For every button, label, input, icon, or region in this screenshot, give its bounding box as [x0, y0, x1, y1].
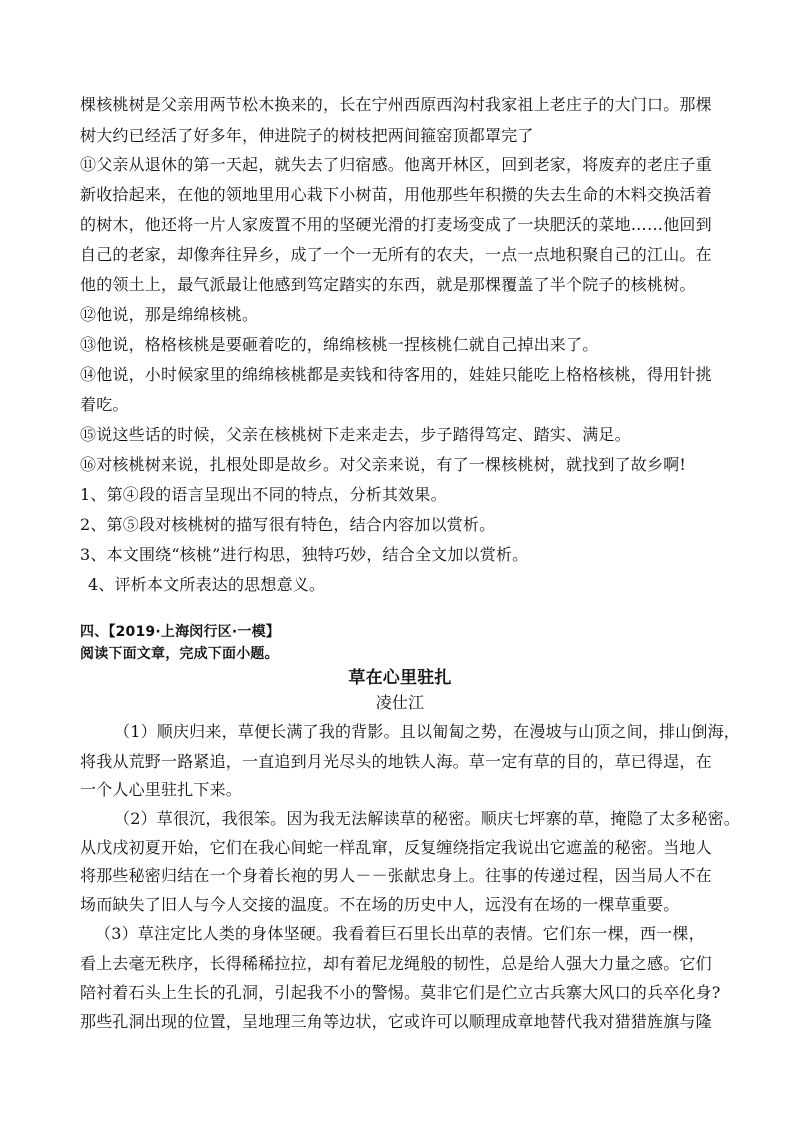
section-instruction: 阅读下面文章，完成下面小题。	[80, 646, 279, 662]
article-line: 那些孔洞出现的位置，呈地理三角等边状，它或许可以顺理成章地替代我对猎猎旌旗与隆	[80, 1012, 712, 1031]
article-author: 凌仕江	[375, 693, 425, 712]
article-line: 一个人心里驻扎下来。	[80, 780, 243, 799]
passage-line: 自己的老家，却像奔往异乡，成了一个一无所有的农夫，一点一点地积聚自己的江山。在	[80, 245, 712, 264]
question-item: 3、本文围绕“核桃”进行构思，独特巧妙，结合全文加以赏析。	[80, 545, 529, 564]
article-line: 看上去毫无秩序，长得稀稀拉拉，却有着尼龙绳般的韧性，总是给人强大力量之感。它们	[80, 954, 712, 973]
passage-line: ⑭他说，小时候家里的绵绵核桃都是卖钱和待客用的，娃娃只能吃上格格核桃，得用针挑	[80, 365, 712, 384]
passage-line: 的树木，他还将一片人家废置不用的坚硬光滑的打麦场变成了一块肥沃的菜地……他回到	[80, 215, 712, 234]
passage-line: 棵核桃树是父亲用两节松木换来的，长在宁州西原西沟村我家祖上老庄子的大门口。那棵	[80, 95, 712, 114]
article-title: 草在心里驻扎	[348, 668, 452, 688]
passage-line: ⑯对核桃树来说，扎根处即是故乡。对父亲来说，有了一棵核桃树，就找到了故乡啊!	[80, 455, 687, 474]
article-line: 场而缺失了旧人与今人交接的温度。不在场的历史中人，远没有在场的一棵草重要。	[80, 895, 680, 914]
question-item: 1、第④段的语言呈现出不同的特点，分析其效果。	[80, 485, 447, 504]
article-line: （2）草很沉，我很笨。因为我无法解读草的秘密。顺庆七坪寨的草，掩隐了太多秘密。	[114, 809, 740, 828]
passage-line: 树大约已经活了好多年，伸进院子的树枝把两间箍窑顶都罩完了	[80, 126, 534, 145]
question-item: 4、评析本文所表达的思想意义。	[88, 575, 326, 594]
passage-line: 新收拾起来，在他的领地里用心栽下小树苗，用他那些年积攒的失去生命的木料交换活着	[80, 185, 712, 204]
passage-line: 着吃。	[80, 395, 129, 414]
section-heading: 四、【2019·上海闵行区·一模】	[80, 624, 281, 640]
passage-line: ⑮说这些话的时候，父亲在核桃树下走来走去，步子踏得笃定、踏实、满足。	[80, 425, 631, 444]
article-line: 陪衬着石头上生长的孔洞，引起我不小的警惕。莫非它们是伫立古兵寨大风口的兵卒化身?	[80, 983, 721, 1002]
article-line: 从戊戌初夏开始，它们在我心间蛇一样乱窜，反复缠绕指定我说出它遮盖的秘密。当地人	[80, 838, 712, 857]
article-line: （1）顺庆归来，草便长满了我的背影。且以匍匐之势，在漫坡与山顶之间，排山倒海，	[114, 722, 740, 741]
passage-line: 他的领土上，最气派最让他感到笃定踏实的东西，就是那棵覆盖了半个院子的核桃树。	[80, 275, 696, 294]
passage-line: ⑪父亲从退休的第一天起，就失去了归宿感。他离开林区，回到老家，将废弃的老庄子重	[80, 155, 712, 174]
article-line: 将那些秘密归结在一个身着长袍的男人－－张献忠身上。往事的传递过程，因当局人不在	[80, 866, 712, 885]
article-line: 将我从荒野一路紧追，一直追到月光尽头的地铁人海。草一定有草的目的，草已得逞，在	[80, 752, 712, 771]
article-line: （3）草注定比人类的身体坚硬。我看着巨石里长出草的表情。它们东一棵，西一棵，	[95, 924, 705, 943]
question-item: 2、第⑤段对核桃树的描写很有特色，结合内容加以赏析。	[80, 515, 496, 534]
passage-line: ⑫他说，那是绵绵核桃。	[80, 305, 259, 324]
passage-line: ⑬他说，格格核桃是要砸着吃的，绵绵核桃一捏核桃仁就自己掉出来了。	[80, 335, 599, 354]
